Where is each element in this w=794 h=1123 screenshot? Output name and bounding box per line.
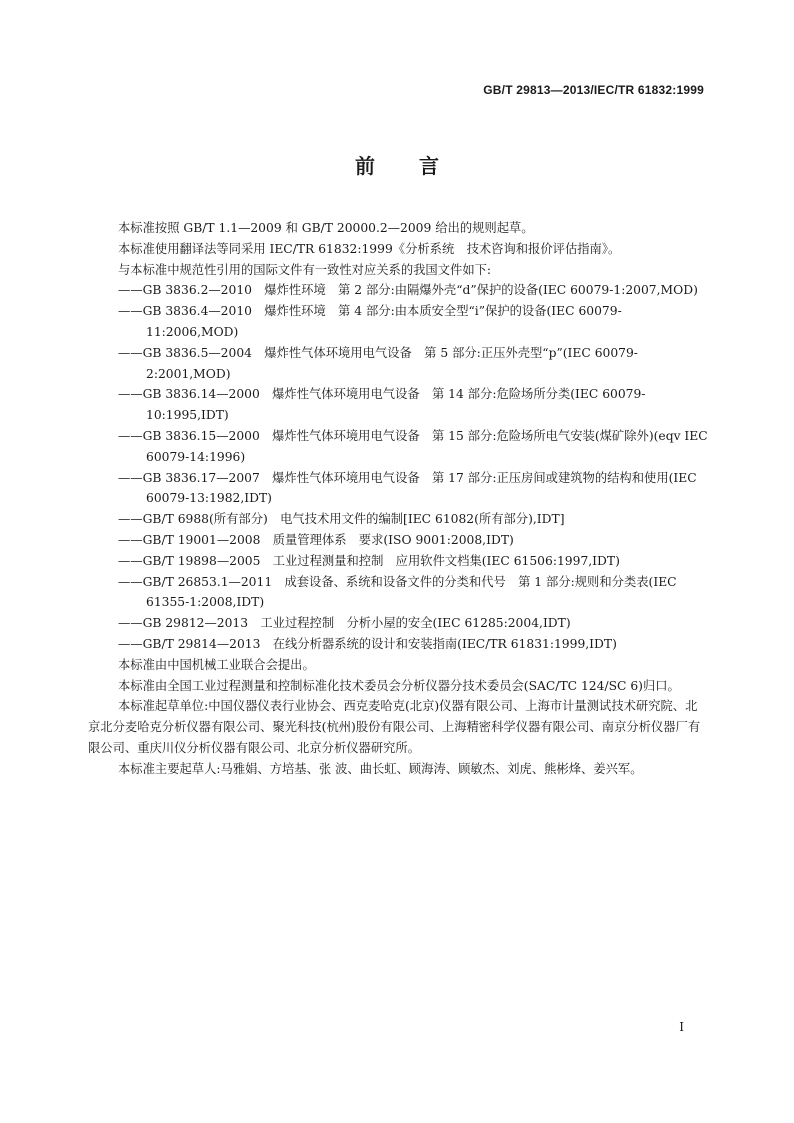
standard-code-header: GB/T 29813—2013/IEC/TR 61832:1999 — [483, 83, 704, 97]
proposer-line: 本标准由中国机械工业联合会提出。 — [118, 657, 315, 672]
intro-line-2: 本标准使用翻译法等同采用 IEC/TR 61832:1999《分析系统 技术咨询和报价评估指南》。 — [118, 241, 621, 256]
reference-item: ——GB 3836.2—2010 爆炸性环境 第 2 部分:由隔爆外壳“d”保护的设备(IEC 60079-1:2007,MOD) — [118, 283, 698, 298]
intro-line-1: 本标准按照 GB/T 1.1—2009 和 GB/T 20000.2—2009 给出的规则起草。 — [118, 221, 534, 235]
reference-item: ——GB 3836.4—2010 爆炸性环境 第 4 部分:由本质安全型“i”保护的设备(IEC 60079-11:2006,MOD) — [118, 304, 622, 339]
reference-item: ——GB/T 26853.1—2011 成套设备、系统和设备文件的分类和代号 第 1 部分:规则和分类表(IEC 61355-1:2008,IDT) — [118, 574, 677, 610]
drafting-units: 本标准起草单位:中国仪器仪表行业协会、西克麦哈克(北京)仪器有限公司、上海市计量测试技术研究院、北京北分麦哈克分析仪器有限公司、聚光科技(杭州)股份有限公司、上海精密科学仪器有限公司、南京分析仪器厂有限公司、重庆川仪分析仪器有限公司、北京分析仪器研究所。 — [88, 699, 701, 755]
responsible-committee: 本标准由全国工业过程测量和控制标准化技术委员会分析仪器分技术委员会(SAC/TC 124/SC 6)归口。 — [118, 678, 680, 693]
reference-item: ——GB/T 6988(所有部分) 电气技术用文件的编制[IEC 61082(所有部分),IDT] — [118, 512, 565, 527]
intro-line-3: 与本标准中规范性引用的国际文件有一致性对应关系的我国文件如下: — [118, 262, 492, 277]
reference-item: ——GB/T 19898—2005 工业过程测量和控制 应用软件文档集(IEC 61506:1997,IDT) — [118, 553, 620, 568]
reference-item: ——GB 3836.15—2000 爆炸性气体环境用电气设备 第 15 部分:危险场所电气安装(煤矿除外)(eqv IEC 60079-14:1996) — [118, 428, 708, 464]
page-number: I — [679, 1020, 684, 1034]
reference-item: ——GB 29812—2013 工业过程控制 分析小屋的安全(IEC 61285:2004,IDT) — [118, 616, 571, 631]
document-body — [88, 218, 708, 780]
main-drafters: 本标准主要起草人:马雅娟、方培基、张 波、曲长虹、顾海涛、顾敏杰、刘虎、熊彬烽、姜兴军。 — [118, 761, 643, 776]
reference-item: ——GB 3836.17—2007 爆炸性气体环境用电气设备 第 17 部分:正压房间或建筑物的结构和使用(IEC 60079-13:1982,IDT) — [118, 470, 697, 506]
reference-item: ——GB/T 19001—2008 质量管理体系 要求(ISO 9001:2008,IDT) — [118, 532, 514, 547]
reference-item: ——GB 3836.14—2000 爆炸性气体环境用电气设备 第 14 部分:危险场所分类(IEC 60079-10:1995,IDT) — [118, 387, 646, 423]
page-title: 前言 — [355, 154, 483, 178]
reference-item: ——GB 3836.5—2004 爆炸性气体环境用电气设备 第 5 部分:正压外壳型“p”(IEC 60079-2:2001,MOD) — [118, 345, 638, 381]
reference-item: ——GB/T 29814—2013 在线分析器系统的设计和安装指南(IEC/TR 61831:1999,IDT) — [118, 636, 617, 651]
